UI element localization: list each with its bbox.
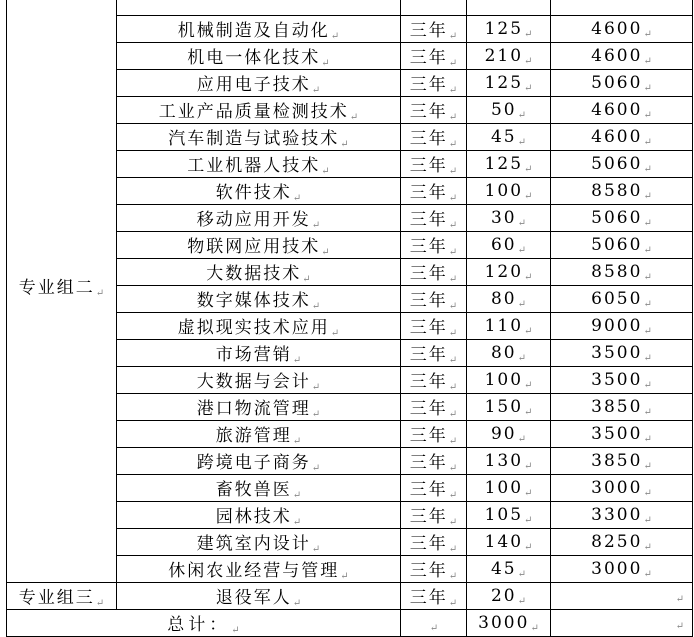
paragraph-mark-icon: ↵ [517, 217, 527, 229]
tuition-cell [551, 259, 693, 286]
tuition-cell-empty [551, 583, 693, 610]
paragraph-mark-icon: ↵ [292, 355, 302, 366]
quota-cell-text: 30 [490, 207, 517, 228]
paragraph-mark-icon: ↵ [448, 436, 458, 447]
paragraph-mark-icon: ↵ [517, 136, 527, 148]
paragraph-mark-icon: ↵ [448, 301, 458, 312]
quota-cell [467, 205, 551, 232]
quota-cell-text: 210 [484, 45, 524, 66]
duration-cell-text: 三年 [409, 183, 448, 203]
tuition-cell [551, 70, 693, 97]
major-cell [117, 259, 401, 286]
duration-cell-text: 三年 [409, 156, 448, 176]
major-cell-text: 应用电子技术 [196, 75, 311, 95]
major-cell [117, 70, 401, 97]
total-quota-cell [467, 610, 551, 637]
paragraph-mark-icon: ↵ [675, 621, 686, 632]
major-cell-text: 港口物流管理 [196, 399, 311, 419]
paragraph-mark-icon: ↵ [675, 594, 686, 605]
quota-cell [467, 43, 551, 70]
paragraph-mark-icon: ↵ [524, 325, 533, 337]
quota-cell [467, 394, 551, 421]
tuition-cell [551, 43, 693, 70]
quota-cell-text: 100 [484, 180, 524, 201]
major-cell [117, 124, 401, 151]
major-cell [117, 232, 401, 259]
major-cell-text: 休闲农业经营与管理 [168, 561, 340, 581]
paragraph-mark-icon: ↵ [429, 622, 439, 634]
paragraph-mark-icon: ↵ [95, 598, 105, 609]
paragraph-mark-icon: ↵ [524, 460, 533, 472]
duration-cell-text: 三年 [409, 345, 448, 365]
quota-cell-text: 20 [490, 585, 517, 606]
paragraph-mark-icon: ↵ [311, 463, 321, 474]
tuition-cell-text: 3850 [591, 450, 643, 471]
paragraph-mark-icon: ↵ [643, 82, 652, 94]
paragraph-mark-icon: ↵ [448, 85, 458, 96]
paragraph-mark-icon: ↵ [524, 514, 533, 526]
duration-cell [401, 16, 467, 43]
quota-cell-text: 50 [490, 99, 517, 120]
duration-cell [401, 259, 467, 286]
paragraph-mark-icon: ↵ [643, 568, 652, 580]
tuition-cell [551, 502, 693, 529]
major-cell-text: 跨境电子商务 [196, 453, 311, 473]
quota-cell [467, 475, 551, 502]
paragraph-mark-icon: ↵ [643, 325, 652, 337]
duration-cell [401, 286, 467, 313]
duration-cell-text: 三年 [409, 372, 448, 392]
tuition-cell-text: 8580 [591, 180, 643, 201]
paragraph-mark-icon: ↵ [321, 247, 330, 258]
duration-cell [401, 448, 467, 475]
major-cell [117, 367, 401, 394]
major-cell-text: 虚拟现实技术应用 [177, 318, 330, 338]
quota-cell [467, 529, 551, 556]
major-cell-text: 机械制造及自动化 [177, 21, 330, 41]
quota-cell-text: 125 [484, 153, 524, 174]
total-duration-cell [401, 610, 467, 637]
tuition-cell [551, 367, 693, 394]
major-cell [117, 529, 401, 556]
duration-cell-text: 三年 [409, 129, 448, 149]
quota-cell [467, 421, 551, 448]
tuition-cell [551, 232, 693, 259]
duration-cell [401, 151, 467, 178]
paragraph-mark-icon: ↵ [643, 163, 652, 175]
quota-cell-text: 125 [484, 18, 524, 39]
paragraph-mark-icon: ↵ [517, 352, 527, 364]
paragraph-mark-icon: ↵ [330, 328, 340, 339]
total-quota-cell-text: 3000 [478, 612, 530, 633]
tuition-cell-text: 8250 [591, 531, 643, 552]
tuition-cell [551, 286, 693, 313]
major-cell-text: 工业产品质量检测技术 [158, 102, 349, 122]
paragraph-mark-icon: ↵ [448, 517, 458, 528]
paragraph-mark-icon: ↵ [448, 247, 458, 258]
quota-cell [467, 178, 551, 205]
quota-cell-text: 150 [484, 396, 524, 417]
quota-cell [467, 259, 551, 286]
tuition-cell [551, 124, 693, 151]
paragraph-mark-icon: ↵ [448, 112, 458, 123]
quota-cell-text: 100 [484, 369, 524, 390]
quota-cell [467, 97, 551, 124]
paragraph-mark-icon: ↵ [292, 436, 302, 447]
duration-cell [401, 0, 467, 16]
quota-cell-text: 80 [490, 288, 517, 309]
quota-cell [467, 583, 551, 610]
tuition-cell [551, 475, 693, 502]
paragraph-mark-icon: ↵ [448, 58, 458, 69]
paragraph-mark-icon: ↵ [524, 406, 533, 418]
paragraph-mark-icon: ↵ [349, 112, 359, 123]
major-cell-text: 工业机器人技术 [187, 156, 321, 176]
paragraph-mark-icon: ↵ [448, 274, 458, 285]
quota-cell-text: 45 [490, 126, 517, 147]
major-cell [117, 556, 401, 583]
paragraph-mark-icon: ↵ [517, 433, 527, 445]
major-cell [117, 97, 401, 124]
quota-cell [467, 70, 551, 97]
quota-cell [467, 232, 551, 259]
paragraph-mark-icon: ↵ [448, 382, 458, 393]
major-cell-text: 退役军人 [215, 588, 292, 608]
tuition-cell-text: 4600 [591, 45, 643, 66]
tuition-cell-text: 3000 [591, 558, 643, 579]
tuition-cell-text: 3000 [591, 477, 643, 498]
paragraph-mark-icon: ↵ [524, 541, 533, 553]
tuition-cell-text: 6050 [591, 288, 643, 309]
paragraph-mark-icon: ↵ [448, 220, 458, 231]
quota-cell [467, 286, 551, 313]
group3-label-cell [7, 583, 117, 610]
major-cell-text: 机电一体化技术 [187, 48, 321, 68]
quota-cell-text: 100 [484, 477, 524, 498]
duration-cell [401, 475, 467, 502]
paragraph-mark-icon: ↵ [448, 571, 458, 582]
tuition-cell-text: 5060 [591, 207, 643, 228]
duration-cell-text: 三年 [409, 561, 448, 581]
tuition-cell [551, 556, 693, 583]
paragraph-mark-icon: ↵ [643, 136, 652, 148]
duration-cell [401, 70, 467, 97]
quota-cell [467, 124, 551, 151]
duration-cell [401, 340, 467, 367]
tuition-cell-text: 3300 [591, 504, 643, 525]
paragraph-mark-icon: ↵ [448, 328, 458, 339]
paragraph-mark-icon: ↵ [643, 487, 652, 499]
duration-cell-text: 三年 [409, 480, 448, 500]
major-cell [117, 583, 401, 610]
duration-cell [401, 367, 467, 394]
tuition-cell [551, 0, 693, 16]
paragraph-mark-icon: ↵ [311, 85, 321, 96]
quota-cell-text: 80 [490, 342, 517, 363]
duration-cell [401, 124, 467, 151]
paragraph-mark-icon: ↵ [311, 220, 321, 231]
paragraph-mark-icon: ↵ [292, 598, 302, 609]
duration-cell-text: 三年 [409, 75, 448, 95]
duration-cell-text: 三年 [409, 237, 448, 257]
paragraph-mark-icon: ↵ [340, 571, 349, 582]
duration-cell-text: 三年 [409, 291, 448, 311]
paragraph-mark-icon: ↵ [643, 217, 652, 229]
tuition-cell [551, 421, 693, 448]
partial-top-row [7, 0, 693, 16]
paragraph-mark-icon: ↵ [448, 409, 458, 420]
paragraph-mark-icon: ↵ [524, 163, 533, 175]
paragraph-mark-icon: ↵ [292, 193, 302, 204]
major-cell [117, 475, 401, 502]
paragraph-mark-icon: ↵ [524, 487, 533, 499]
duration-cell-text: 三年 [409, 534, 448, 554]
major-cell [117, 313, 401, 340]
paragraph-mark-icon: ↵ [643, 28, 652, 40]
quota-cell [467, 367, 551, 394]
major-cell-text: 大数据与会计 [196, 372, 311, 392]
total-row [7, 610, 693, 637]
quota-cell-text: 105 [484, 504, 524, 525]
duration-cell [401, 583, 467, 610]
duration-cell-text: 三年 [409, 588, 448, 608]
paragraph-mark-icon: ↵ [643, 55, 652, 67]
quota-cell-text: 120 [484, 261, 524, 282]
quota-cell [467, 556, 551, 583]
paragraph-mark-icon: ↵ [448, 166, 458, 177]
paragraph-mark-icon: ↵ [448, 490, 458, 501]
tuition-cell-text: 3850 [591, 396, 643, 417]
paragraph-mark-icon: ↵ [311, 409, 321, 420]
quota-cell [467, 151, 551, 178]
major-cell [117, 205, 401, 232]
major-cell-text: 物联网应用技术 [187, 237, 321, 257]
paragraph-mark-icon: ↵ [643, 406, 652, 418]
paragraph-mark-icon: ↵ [524, 190, 533, 202]
major-cell [117, 286, 401, 313]
duration-cell-text: 三年 [409, 507, 448, 527]
paragraph-mark-icon: ↵ [302, 274, 311, 285]
paragraph-mark-icon: ↵ [231, 625, 240, 636]
tuition-cell [551, 394, 693, 421]
duration-cell-text: 三年 [409, 102, 448, 122]
paragraph-mark-icon: ↵ [517, 568, 527, 580]
paragraph-mark-icon: ↵ [524, 271, 533, 283]
duration-cell [401, 178, 467, 205]
paragraph-mark-icon: ↵ [448, 193, 458, 204]
duration-cell-text: 三年 [409, 318, 448, 338]
paragraph-mark-icon: ↵ [448, 598, 458, 609]
duration-cell [401, 205, 467, 232]
duration-cell-text: 三年 [409, 453, 448, 473]
tuition-cell [551, 151, 693, 178]
quota-cell-text: 45 [490, 558, 517, 579]
major-cell [117, 0, 401, 16]
tuition-cell-text: 3500 [591, 342, 643, 363]
paragraph-mark-icon: ↵ [524, 379, 533, 391]
paragraph-mark-icon: ↵ [330, 31, 340, 42]
duration-cell [401, 394, 467, 421]
major-cell-text: 大数据技术 [206, 264, 302, 284]
duration-cell [401, 232, 467, 259]
duration-cell-text: 三年 [409, 426, 448, 446]
quota-cell [467, 16, 551, 43]
tuition-cell [551, 205, 693, 232]
paragraph-mark-icon: ↵ [311, 544, 321, 555]
paragraph-mark-icon: ↵ [311, 301, 321, 312]
paragraph-mark-icon: ↵ [643, 190, 652, 202]
paragraph-mark-icon: ↵ [643, 244, 652, 256]
paragraph-mark-icon: ↵ [517, 244, 527, 256]
tuition-cell-text: 4600 [591, 126, 643, 147]
duration-cell-text: 三年 [409, 48, 448, 68]
quota-cell-text: 90 [490, 423, 517, 444]
major-cell-text: 市场营销 [215, 345, 292, 365]
paragraph-mark-icon: ↵ [524, 55, 533, 67]
paragraph-mark-icon: ↵ [448, 139, 458, 150]
quota-cell-text: 125 [484, 72, 524, 93]
tuition-cell-text: 3500 [591, 423, 643, 444]
duration-cell-text: 三年 [409, 21, 448, 41]
duration-cell-text: 三年 [409, 399, 448, 419]
quota-cell [467, 0, 551, 16]
major-cell-text: 旅游管理 [215, 426, 292, 446]
duration-cell [401, 43, 467, 70]
paragraph-mark-icon: ↵ [524, 28, 533, 40]
paragraph-mark-icon: ↵ [448, 463, 458, 474]
tuition-cell [551, 448, 693, 475]
total-label-cell [7, 610, 401, 637]
major-cell [117, 151, 401, 178]
group3-label: 专业组三 [18, 588, 95, 608]
total-label: 总计： [167, 615, 231, 635]
paragraph-mark-icon: ↵ [643, 109, 652, 121]
duration-cell [401, 421, 467, 448]
paragraph-mark-icon: ↵ [530, 622, 539, 634]
table-row-veteran [7, 583, 693, 610]
paragraph-mark-icon: ↵ [643, 271, 652, 283]
major-cell-text: 软件技术 [215, 183, 292, 203]
enrollment-plan-table [6, 0, 693, 637]
duration-cell [401, 97, 467, 124]
total-tuition-cell [551, 610, 693, 637]
major-cell-text: 移动应用开发 [196, 210, 311, 230]
tuition-cell [551, 178, 693, 205]
group-label-cell [7, 0, 117, 583]
tuition-cell [551, 16, 693, 43]
quota-cell [467, 340, 551, 367]
tuition-cell-text: 5060 [591, 234, 643, 255]
quota-cell-text: 60 [490, 234, 517, 255]
duration-cell-text: 三年 [409, 264, 448, 284]
major-cell [117, 178, 401, 205]
paragraph-mark-icon: ↵ [321, 58, 330, 69]
tuition-cell-text: 4600 [591, 99, 643, 120]
duration-cell [401, 502, 467, 529]
major-cell-text: 汽车制造与试验技术 [168, 129, 340, 149]
duration-cell [401, 556, 467, 583]
paragraph-mark-icon: ↵ [643, 379, 652, 391]
tuition-cell-text: 3500 [591, 369, 643, 390]
paragraph-mark-icon: ↵ [643, 514, 652, 526]
tuition-cell-text: 9000 [591, 315, 643, 336]
major-cell [117, 394, 401, 421]
enrollment-table-container [6, 0, 693, 637]
duration-cell-text: 三年 [409, 210, 448, 230]
paragraph-mark-icon: ↵ [643, 433, 652, 445]
paragraph-mark-icon: ↵ [448, 544, 458, 555]
tuition-cell-text: 5060 [591, 72, 643, 93]
group-label: 专业组二 [18, 277, 95, 298]
tuition-cell [551, 313, 693, 340]
tuition-cell-text: 4600 [591, 18, 643, 39]
paragraph-mark-icon: ↵ [643, 541, 652, 553]
quota-cell-text: 140 [484, 531, 524, 552]
paragraph-mark-icon: ↵ [643, 298, 652, 310]
quota-cell [467, 448, 551, 475]
quota-cell-text: 130 [484, 450, 524, 471]
quota-cell [467, 313, 551, 340]
major-cell-text: 园林技术 [215, 507, 292, 527]
tuition-cell-text: 5060 [591, 153, 643, 174]
paragraph-mark-icon: ↵ [448, 355, 458, 366]
major-cell [117, 502, 401, 529]
table-body [7, 0, 693, 637]
major-cell [117, 340, 401, 367]
tuition-cell-text: 8580 [591, 261, 643, 282]
tuition-cell [551, 340, 693, 367]
paragraph-mark-icon: ↵ [524, 82, 533, 94]
major-cell-text: 建筑室内设计 [196, 534, 311, 554]
paragraph-mark-icon: ↵ [643, 352, 652, 364]
paragraph-mark-icon: ↵ [292, 517, 302, 528]
duration-cell [401, 529, 467, 556]
quota-cell-text: 110 [484, 315, 524, 336]
paragraph-mark-icon: ↵ [95, 287, 105, 299]
paragraph-mark-icon: ↵ [517, 595, 527, 607]
tuition-cell [551, 97, 693, 124]
major-cell-text: 数字媒体技术 [196, 291, 311, 311]
major-cell [117, 43, 401, 70]
major-cell [117, 16, 401, 43]
major-cell [117, 421, 401, 448]
duration-cell [401, 313, 467, 340]
paragraph-mark-icon: ↵ [517, 298, 527, 310]
paragraph-mark-icon: ↵ [321, 166, 330, 177]
major-cell [117, 448, 401, 475]
paragraph-mark-icon: ↵ [292, 490, 302, 501]
major-cell-text: 畜牧兽医 [215, 480, 292, 500]
paragraph-mark-icon: ↵ [448, 31, 458, 42]
paragraph-mark-icon: ↵ [340, 139, 349, 150]
quota-cell [467, 502, 551, 529]
paragraph-mark-icon: ↵ [517, 109, 527, 121]
tuition-cell [551, 529, 693, 556]
paragraph-mark-icon: ↵ [311, 382, 321, 393]
paragraph-mark-icon: ↵ [643, 460, 652, 472]
